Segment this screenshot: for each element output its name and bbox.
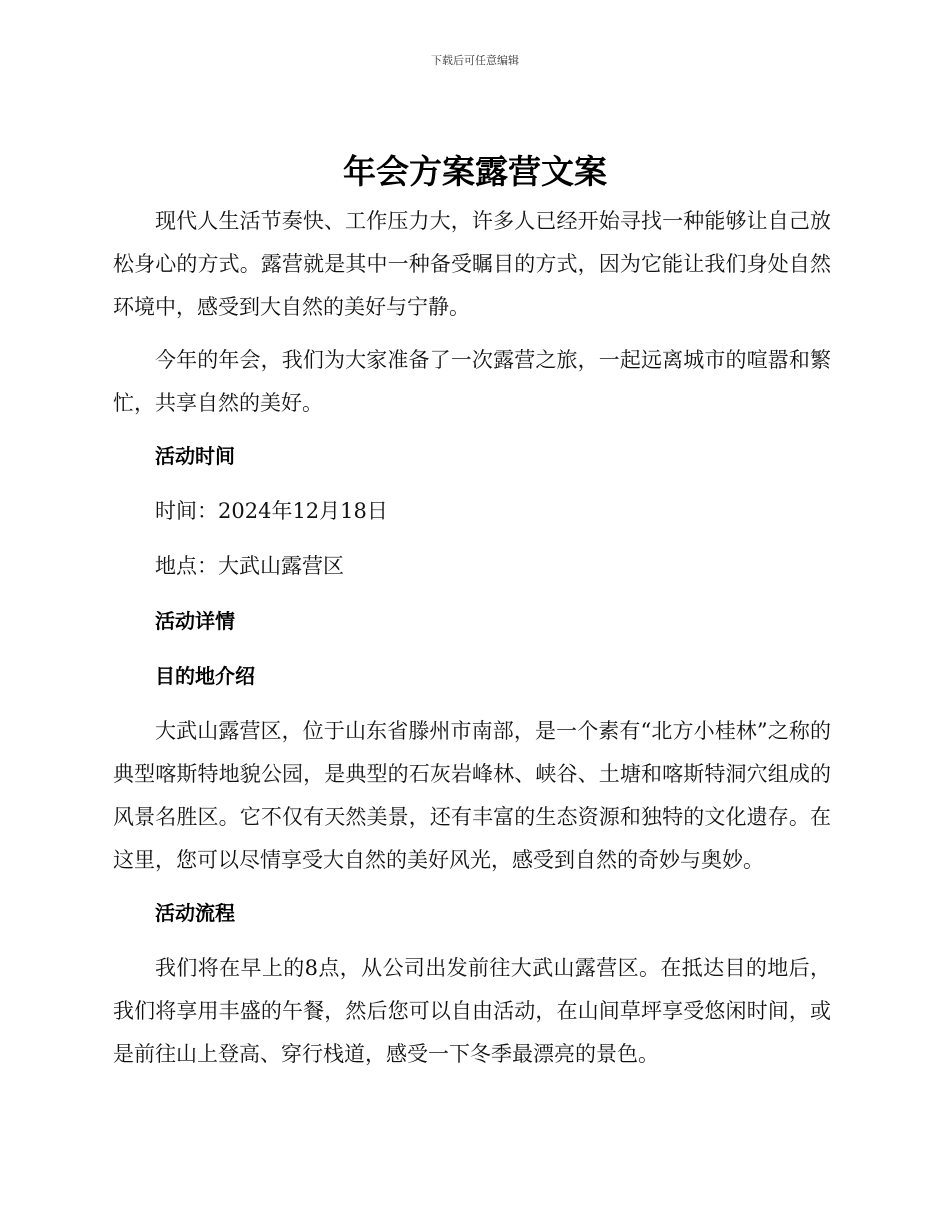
destination-heading: 目的地介绍 <box>155 664 255 688</box>
destination-paragraph: 大武山露营区，位于山东省滕州市南部，是一个素有“北方小桂林”之称的典型喀斯特地貌公园，是典型的石灰岩峰林、峡谷、土塘和喀斯特洞穴组成的风景名胜区。它不仅有天然美景，还有丰富的生态资源和独特的文化遗存。在这里，您可以尽情享受大自然的美好风光，感受到自然的奇妙与奥妙。 <box>113 719 831 872</box>
document-body <box>113 200 831 1086</box>
place-line: 地点：大武山露营区 <box>155 554 344 578</box>
document-title: 年会方案露营文案 <box>343 152 607 191</box>
time-line: 时间：2024年12月18日 <box>155 499 388 523</box>
page-header-note: 下载后可任意编辑 <box>431 54 519 67</box>
time-heading: 活动时间 <box>155 444 235 468</box>
intro-paragraph-1: 现代人生活节奏快、工作压力大，许多人已经开始寻找一种能够让自己放松身心的方式。露营就是其中一种备受瞩目的方式，因为它能让我们身处自然环境中，感受到大自然的美好与宁静。 <box>113 209 831 319</box>
details-heading: 活动详情 <box>155 609 235 633</box>
process-heading: 活动流程 <box>155 901 235 925</box>
process-paragraph: 我们将在早上的8点，从公司出发前往大武山露营区。在抵达目的地后，我们将享用丰盛的午餐，然后您可以自由活动，在山间草坪享受悠闲时间，或是前往山上登高、穿行栈道，感受一下冬季最漂亮的景色。 <box>113 956 831 1066</box>
intro-paragraph-2: 今年的年会，我们为大家准备了一次露营之旅，一起远离城市的喧嚣和繁忙，共享自然的美好。 <box>113 348 831 415</box>
